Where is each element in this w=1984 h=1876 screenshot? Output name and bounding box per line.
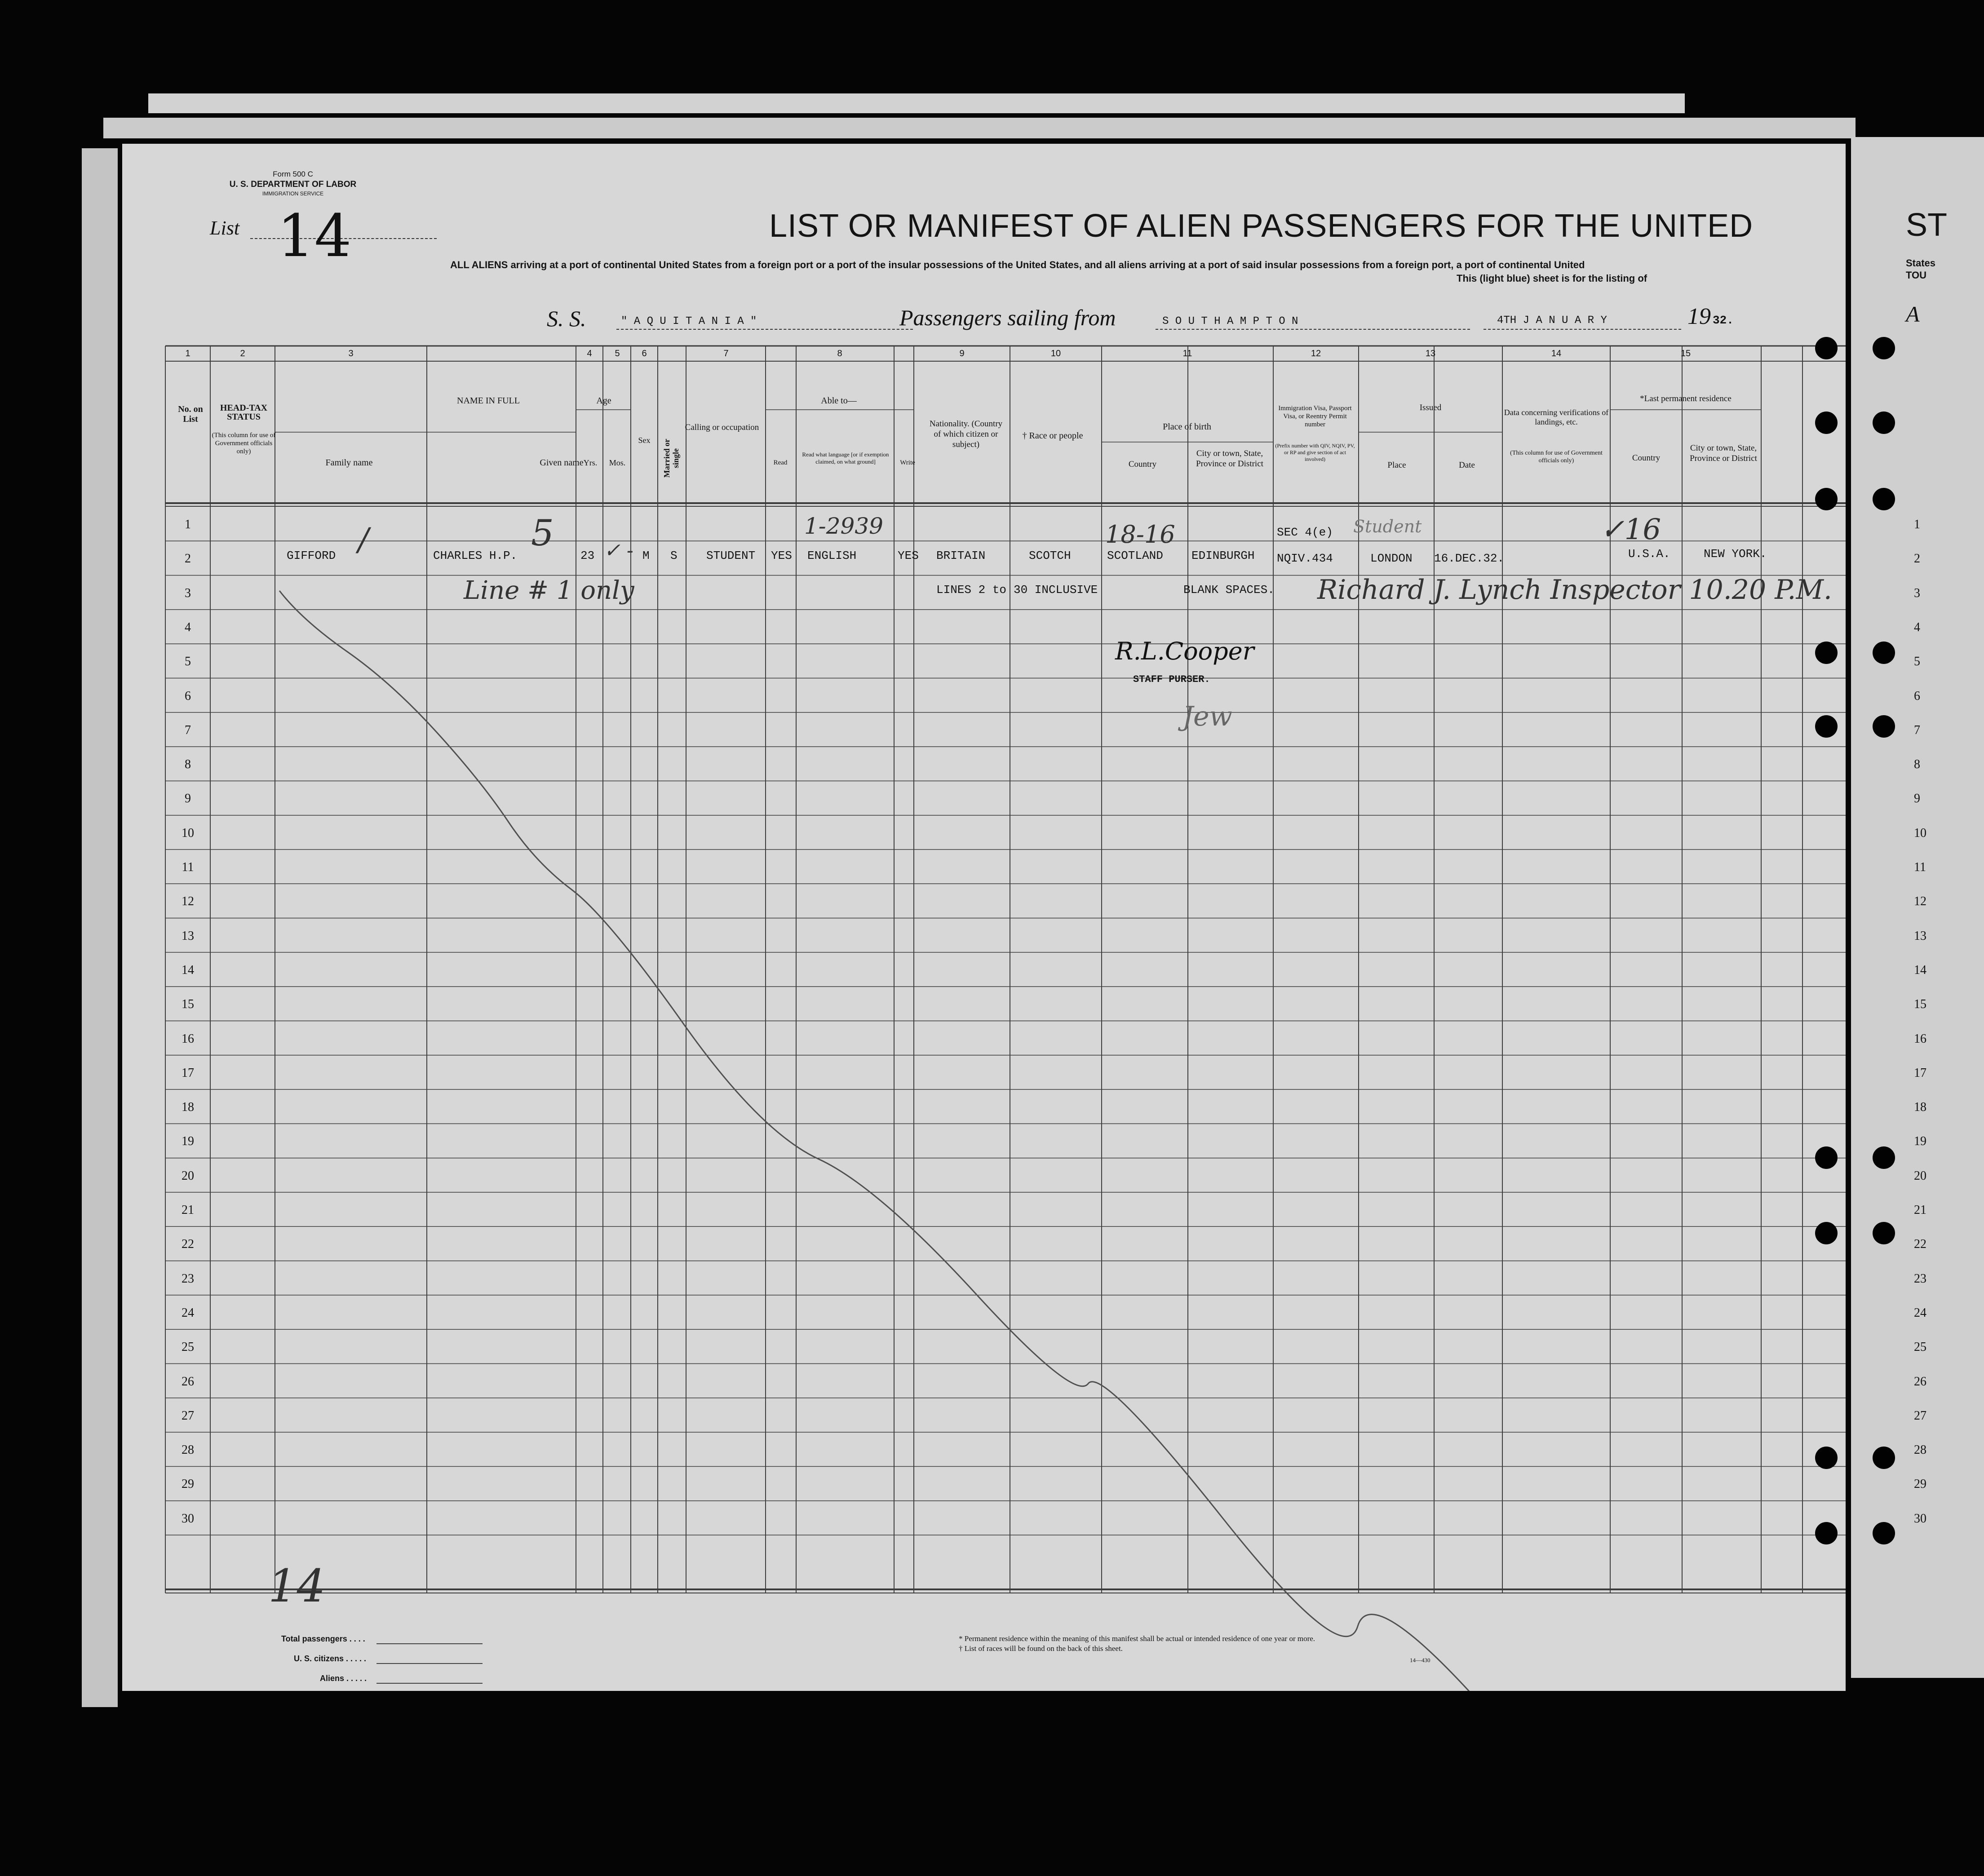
punch-hole [1873,1447,1895,1469]
passenger-race: SCOTCH [1029,549,1071,562]
strip-row-number: 15 [1914,997,1926,1012]
header-write: Write [900,459,915,466]
strip-row-number: 12 [1914,894,1926,909]
punch-hole [1873,337,1895,359]
next-page-title: ST [1906,207,1948,243]
punch-hole [1815,1447,1838,1469]
form-number: Form 500 C [273,170,313,178]
handwritten-initials: Jew [1182,701,1232,732]
ss-label: S. S. [547,306,586,331]
passenger-birth-country: SCOTLAND [1107,549,1163,562]
year-prefix: 19 [1687,304,1711,329]
column-number: 6 [642,349,647,358]
passenger-sex: M [642,549,650,562]
header-visa: Immigration Visa, Passport Visa, or Reentry Permit number [1278,405,1352,428]
subtitle-line-1: ALL ALIENS arriving at a port of continental United States from a foreign port or a port of the insular possessions of the United States, and all aliens arriving at a port of said insular possessions from a foreign port, a port of continental United [450,259,1585,270]
strip-row-number: 27 [1914,1408,1926,1423]
next-page-subtitle-2: TOU [1906,270,1927,281]
header-given-name: Given name [540,458,584,468]
strip-row-number: 7 [1914,723,1920,737]
ship-name: " A Q U I T A N I A " [621,315,757,327]
punch-hole [1815,1522,1838,1544]
row-number: 8 [185,757,191,772]
row-number: 3 [185,586,191,600]
row2-lines-label: LINES 2 to [936,583,1007,597]
passenger-occupation: STUDENT [706,549,756,562]
punch-hole [1815,488,1838,510]
strip-row-number: 1 [1914,518,1920,531]
footer-note-2: † List of races will be found on the back of this sheet. [959,1644,1123,1653]
handwritten-cert-number: 1-2939 [804,513,883,539]
punch-hole [1873,1522,1895,1544]
column-number: 15 [1680,349,1691,358]
row-number: 21 [182,1203,194,1217]
header-place-of-birth: Place of birth [1163,422,1211,432]
header-family-name: Family name [325,458,373,468]
port-underline [1156,329,1470,330]
header-nationality: Nationality. (Country of which citizen or subject) [929,419,1003,449]
punch-hole [1815,337,1838,359]
next-page-header: A [1906,301,1920,327]
strip-row-number: 14 [1914,963,1926,977]
header-read-language: Read what language [or if exemption claimed, on what ground] [802,451,889,465]
row-number: 6 [185,689,191,703]
row-number: 1 [185,518,191,531]
passenger-res-city: NEW YORK. [1704,547,1767,561]
punch-hole [1873,1222,1895,1244]
row-number: 22 [182,1237,194,1252]
row-number: 14 [182,963,194,977]
header-race: † Race or people [1022,431,1083,441]
strip-row-number: 18 [1914,1100,1926,1115]
footer-aliens-line [376,1683,483,1684]
strip-row-number: 22 [1914,1237,1926,1252]
passenger-married: S [670,549,678,562]
handwritten-line-only: Line # 1 only [464,576,634,605]
row-number: 11 [182,860,194,874]
header-head-tax-note: (This column for use of Government officials only) [212,432,276,455]
strip-row-number: 3 [1914,586,1920,600]
strip-row-number: 9 [1914,792,1920,806]
passenger-issued-place: LONDON [1370,552,1413,565]
handwritten-check: / [358,521,369,558]
passenger-res-country: U.S.A. [1628,547,1670,561]
row-number: 16 [182,1031,194,1046]
handwritten-res-note: ✓16 [1600,513,1661,546]
header-issued: Issued [1419,403,1442,412]
column-number: 1 [185,349,190,358]
row-number: 7 [185,723,191,737]
next-page-subtitle-1: States [1906,257,1936,269]
header-head-tax: HEAD-TAX STATUS [220,403,268,422]
punch-hole [1873,488,1895,510]
punch-hole [1815,1222,1838,1244]
footer-us-citizens: U. S. citizens . . . . . [294,1654,367,1663]
purser-signature: R.L.Cooper [1115,637,1254,665]
strip-row-number: 13 [1914,929,1926,943]
row-number: 28 [182,1443,194,1457]
column-number: 8 [837,349,842,358]
manifest-title: LIST OR MANIFEST OF ALIEN PASSENGERS FOR THE UNITED [769,208,1754,244]
header-data-note: (This column for use of Government officials only) [1510,450,1603,464]
punch-hole [1873,1146,1895,1169]
row-number: 15 [182,997,194,1012]
strip-row-number: 4 [1914,620,1920,634]
header-issued-place: Place [1387,460,1406,470]
strip-row-number: 17 [1914,1066,1926,1080]
header-name-in-full: NAME IN FULL [457,396,520,406]
row-number: 18 [182,1100,194,1115]
handwritten-student-note: Student [1353,517,1422,536]
column-number: 5 [615,349,620,358]
passenger-family-name: GIFFORD [287,549,336,562]
strip-row-number: 28 [1914,1443,1926,1457]
row2-blank-label: BLANK SPACES. [1183,583,1275,597]
row-number: 23 [182,1271,194,1286]
passenger-visa-number: NQIV.434 [1277,552,1333,565]
strip-row-number: 30 [1914,1511,1926,1526]
strip-row-number: 20 [1914,1168,1926,1183]
header-res-country: Country [1632,453,1661,463]
strip-row-number: 16 [1914,1031,1926,1046]
column-number: 10 [1050,349,1061,358]
strip-row-number: 5 [1914,655,1920,669]
header-married: Married or single [662,438,680,478]
punch-hole [1815,411,1838,434]
passenger-write: YES [898,549,919,562]
departure-port: S O U T H A M P T O N [1162,315,1298,327]
footer-us-line [376,1663,483,1664]
punch-hole [1815,642,1838,664]
punch-hole [1873,715,1895,738]
cancellation-line [279,591,1484,1691]
handwritten-birth-note: 18-16 [1105,520,1175,549]
strip-row-number: 10 [1914,826,1926,840]
column-number: 13 [1425,349,1436,358]
paper-edge-top [148,93,1685,113]
list-number: 14 [277,202,352,270]
header-res-city: City or town, State, Province or District [1690,443,1757,463]
row-number: 30 [182,1511,194,1526]
header-age: Age [596,396,611,406]
row-number: 12 [182,894,194,909]
passenger-issued-date: 16.DEC.32. [1434,552,1505,565]
footer-total-passengers: Total passengers . . . . [281,1634,365,1643]
strip-row-number: 25 [1914,1340,1926,1354]
header-data-concerning: Data concerning verifications of landings, etc. [1504,408,1609,426]
form-grid [122,144,1846,1691]
row-number: 2 [185,552,191,566]
date-underline [1484,329,1681,330]
column-number: 9 [959,349,965,358]
header-calling: Calling or occupation [685,423,759,432]
handwritten-age-check: ✓ - [604,539,633,562]
paper-edge-top-2 [103,118,1856,138]
row-number: 20 [182,1168,194,1183]
column-number: 3 [348,349,354,358]
column-number: 11 [1182,349,1192,358]
strip-row-number: 24 [1914,1305,1926,1320]
header-birth-city: City or town, State, Province or District [1196,449,1263,469]
ship-underline [616,329,913,330]
header-able-to: Able to— [821,396,857,406]
passenger-nationality: BRITAIN [936,549,986,562]
strip-row-number: 23 [1914,1271,1926,1286]
row-number: 5 [185,655,191,669]
header-mos: Mos. [609,458,626,467]
footer-total-line [376,1643,483,1644]
passenger-age-yrs: 23 [580,549,595,562]
strip-row-number: 6 [1914,689,1920,703]
subtitle-line-2: This (light blue) sheet is for the listing of [1457,273,1647,284]
passenger-language: ENGLISH [807,549,857,562]
year-suffix: 32. [1713,314,1734,327]
row-number: 26 [182,1374,194,1389]
service-label: IMMIGRATION SERVICE [262,190,324,197]
column-number: 12 [1311,349,1321,358]
column-number: 2 [240,349,245,358]
department-label: U. S. DEPARTMENT OF LABOR [229,180,357,189]
header-visa-note: (Prefix number with QIV, NQIV, PV, or RP and give section of act involved) [1275,442,1355,462]
header-read: Read [773,459,788,466]
punch-hole [1815,715,1838,738]
row-number: 27 [182,1408,194,1423]
strip-row-number: 19 [1914,1134,1926,1149]
handwritten-five: 5 [531,512,554,554]
next-page-strip [1851,137,1984,1678]
row-number: 4 [185,620,191,634]
column-number: 4 [587,349,592,358]
paper-edge-left [82,148,118,1707]
row-number: 29 [182,1477,194,1491]
row-number: 13 [182,929,194,943]
header-yrs: Yrs. [583,458,598,467]
strip-row-number: 21 [1914,1203,1926,1217]
strip-row-number: 11 [1914,860,1926,874]
footer-note-1: * Permanent residence within the meaning of this manifest shall be actual or intended residence of one year or more. [959,1634,1315,1643]
punch-hole [1873,411,1895,434]
header-issued-date: Date [1459,460,1475,470]
header-last-residence: *Last permanent residence [1640,394,1732,403]
sailing-date: 4TH J A N U A R Y [1497,314,1607,327]
strip-row-number: 8 [1914,757,1920,772]
passenger-visa-section: SEC 4(e) [1277,526,1333,539]
handwritten-inspector: Richard J. Lynch Inspector 10.20 P.M. [1317,574,1833,606]
strip-row-number: 29 [1914,1477,1926,1491]
row-number: 17 [182,1066,194,1080]
passenger-read: YES [771,549,792,562]
punch-hole [1815,1146,1838,1169]
strip-row-number: 26 [1914,1374,1926,1389]
strip-row-number: 2 [1914,552,1920,566]
row-number: 25 [182,1340,194,1354]
manifest-sheet [122,144,1846,1691]
row-number: 19 [182,1134,194,1149]
header-no-on-list: No. on List [178,404,203,424]
punch-hole [1873,642,1895,664]
row-number: 9 [185,792,191,806]
handwritten-bottom-mark: 14 [268,1560,326,1612]
row-number: 24 [182,1305,194,1320]
purser-title: STAFF PURSER. [1133,674,1210,685]
row-number: 10 [182,826,194,840]
column-number: 7 [723,349,729,358]
footer-aliens: Aliens . . . . . [320,1674,367,1683]
header-birth-country: Country [1128,460,1157,469]
column-number: 14 [1551,349,1562,358]
footer-code: 14—430 [1410,1657,1430,1664]
passenger-birth-city: EDINBURGH [1191,549,1255,562]
passenger-given-name: CHARLES H.P. [433,549,518,562]
list-label: List [210,217,240,239]
row2-inclusive-label: 30 INCLUSIVE [1014,583,1098,597]
sailing-label: Passengers sailing from [899,305,1116,330]
header-sex: Sex [638,436,651,445]
